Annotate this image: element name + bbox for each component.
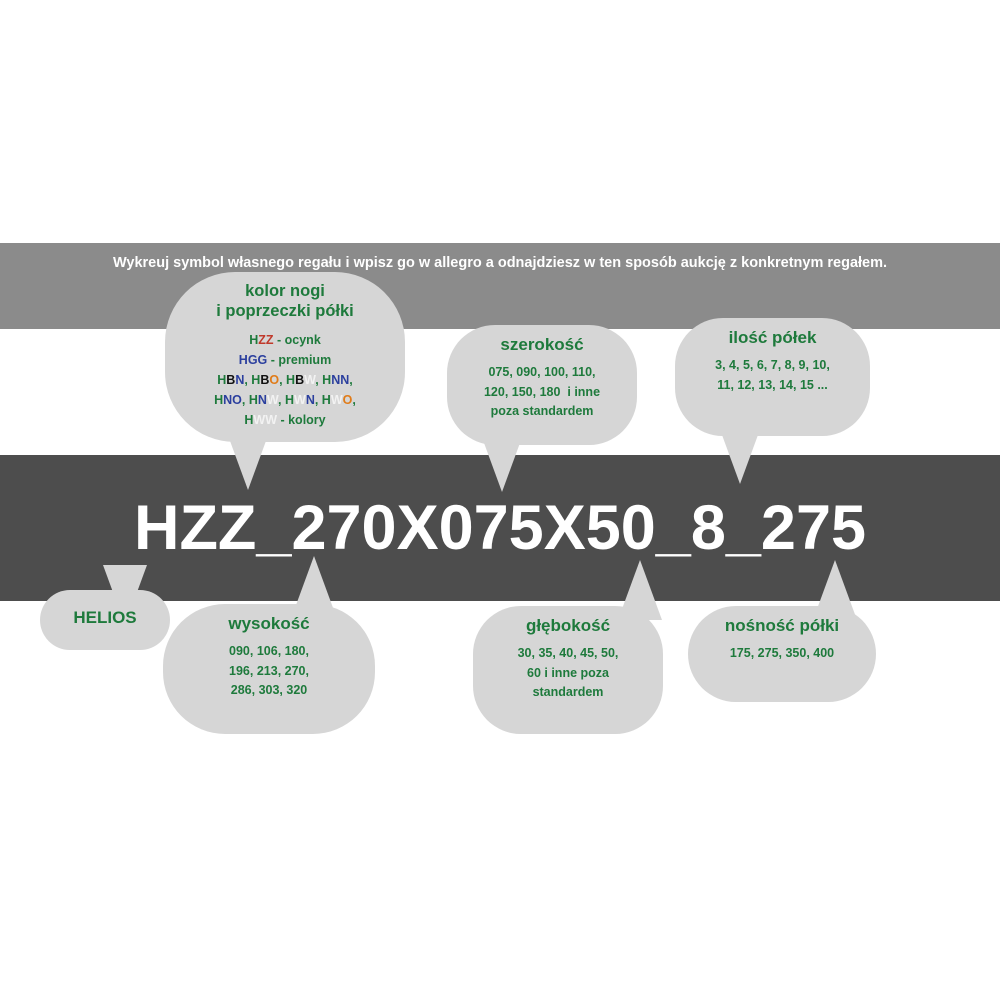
callout-glebokosc-body: 30, 35, 40, 45, 50, 60 i inne poza standardem	[517, 646, 619, 700]
callout-kolor-token: - kolory	[277, 412, 326, 427]
callout-kolor-line	[179, 330, 391, 350]
callout-kolor-token: ZZ	[258, 332, 274, 347]
callout-kolor-token: B	[226, 372, 236, 387]
callout-glebokosc-title: głębokość	[525, 616, 611, 635]
callout-kolor-title-line1: kolor nogi	[245, 282, 325, 300]
callout-kolor-line	[179, 350, 391, 370]
callout-kolor-token: B	[295, 372, 305, 387]
callout-kolor-token: W	[304, 372, 316, 387]
callout-kolor-token: , H	[279, 372, 296, 387]
callout-brand-helios	[40, 590, 170, 650]
callout-kolor-token: W	[294, 392, 306, 407]
callout-kolor-nogi	[165, 272, 405, 442]
product-code: HZZ_270X075X50_8_275	[133, 493, 867, 563]
callout-ilosc-polek	[675, 318, 870, 436]
callout-kolor-token: , H	[241, 392, 258, 407]
callout-kolor-line	[179, 410, 391, 430]
callout-glebokosc	[473, 606, 663, 734]
callout-kolor-token: ,	[349, 372, 353, 387]
callout-kolor-token: , H	[315, 372, 332, 387]
callout-kolor-token: ,	[352, 392, 356, 407]
callout-kolor-token: - ocynk	[273, 332, 321, 347]
callout-kolor-token: H	[249, 332, 259, 347]
callout-kolor-token: W	[266, 392, 279, 407]
callout-kolor-title	[179, 282, 391, 322]
callout-kolor-token: O	[342, 392, 353, 407]
callout-ilosc-polek-body: 3, 4, 5, 6, 7, 8, 9, 10, 11, 12, 13, 14, 15 ...	[715, 358, 830, 392]
callout-kolor-token: B	[260, 372, 270, 387]
callout-wysokosc-title: wysokość	[228, 614, 310, 633]
callout-kolor-line	[179, 370, 391, 390]
callout-ilosc-polek-title: ilość półek	[728, 328, 817, 347]
callout-kolor-token: NN	[331, 372, 350, 387]
callout-kolor-token: WW	[253, 412, 277, 427]
callout-szerokosc	[447, 325, 637, 445]
callout-nosnosc-polki-body: 175, 275, 350, 400	[729, 646, 835, 661]
callout-kolor-token: N	[305, 392, 315, 407]
callout-kolor-token: H	[217, 372, 227, 387]
callout-kolor-token: W	[330, 392, 343, 407]
instruction-text: Wykreuj symbol własnego regału i wpisz go w allegro a odnajdziesz w ten sposób aukcję z konkretnym regałem.	[112, 255, 888, 271]
callout-kolor-body	[179, 330, 391, 430]
callout-kolor-token: N	[235, 372, 245, 387]
callout-kolor-token: O	[269, 372, 280, 387]
callout-kolor-token: , H	[278, 392, 295, 407]
callout-kolor-token: N	[257, 392, 267, 407]
callout-kolor-token: HGG	[238, 352, 268, 367]
callout-kolor-token: , H	[314, 392, 331, 407]
callout-kolor-token: NO	[223, 392, 242, 407]
callout-kolor-line	[179, 390, 391, 410]
callout-wysokosc	[163, 604, 375, 734]
callout-kolor-token: H	[214, 392, 224, 407]
callout-kolor-token: H	[244, 412, 254, 427]
brand-label: HELIOS	[73, 608, 137, 627]
callout-nosnosc-polki-title: nośność półki	[724, 616, 840, 635]
callout-kolor-token: , H	[244, 372, 261, 387]
callout-szerokosc-title: szerokość	[500, 335, 584, 354]
callout-nosnosc-polki	[688, 606, 876, 702]
callout-kolor-title-line2: i poprzeczki półki	[216, 301, 354, 320]
callout-szerokosc-body: 075, 090, 100, 110, 120, 150, 180 i inne poza standardem	[483, 365, 601, 419]
callout-kolor-token: - premium	[267, 352, 332, 367]
callout-wysokosc-body: 090, 106, 180, 196, 213, 270, 286, 303, 320	[229, 644, 309, 698]
